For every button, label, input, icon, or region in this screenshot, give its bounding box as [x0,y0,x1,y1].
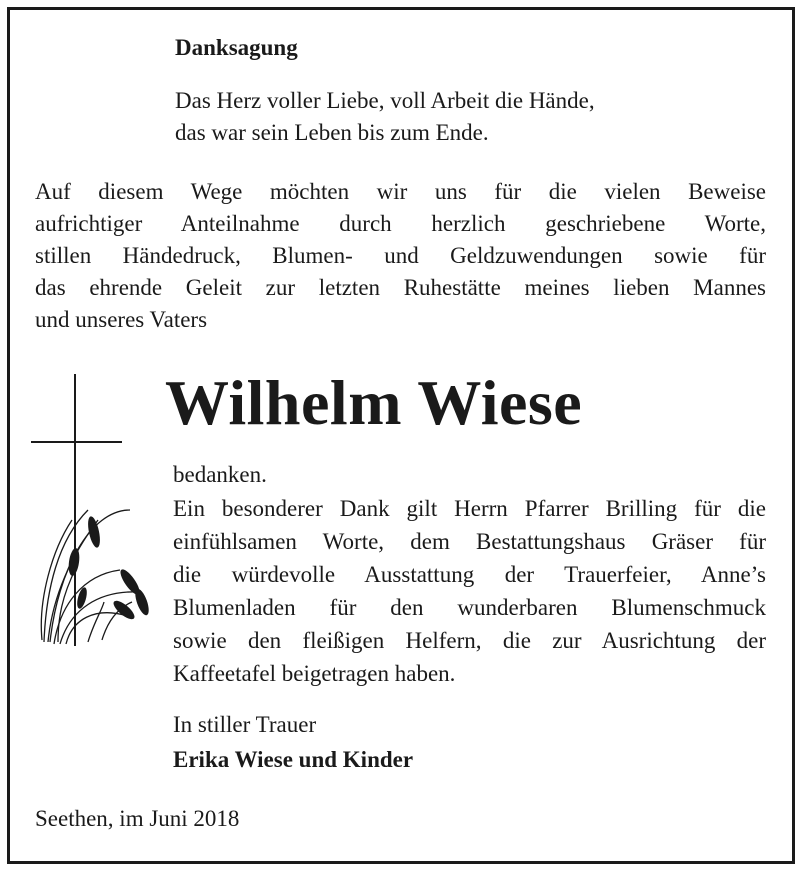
thanks-line-1: bedanken. [173,462,267,487]
thanks-line-7: Kaffeetafel beigetragen haben. [173,661,456,686]
signatories: Erika Wiese und Kinder [173,747,414,772]
heading: Danksagung [175,35,298,60]
thanks-line-3: einfühlsamen Worte, dem Bestattungshaus Gräser für [173,529,766,554]
poem-line-2: das war sein Leben bis zum Ende. [175,120,489,145]
intro-line-1: Auf diesem Wege möchten wir uns für die vielen Beweise [35,179,766,204]
intro-line-3: stillen Händedruck, Blumen- und Geldzuwendungen sowie für [35,243,766,268]
cross-with-grass-icon [28,370,158,650]
thanks-line-2: Ein besonderer Dank gilt Herrn Pfarrer Brilling für die [173,496,766,521]
place-date: Seethen, im Juni 2018 [35,806,240,831]
poem-line-1: Das Herz voller Liebe, voll Arbeit die Hände, [175,88,595,113]
intro-line-4: das ehrende Geleit zur letzten Ruhestätte meines lieben Mannes [35,275,766,300]
thanks-line-4: die würdevolle Ausstattung der Trauerfeier, Anne’s [173,562,766,587]
deceased-name: Wilhelm Wiese [165,367,583,438]
thanks-line-6: sowie den fleißigen Helfern, die zur Ausrichtung der [173,628,766,653]
intro-line-2: aufrichtiger Anteilnahme durch herzlich geschriebene Worte, [35,211,766,236]
mourning-phrase: In stiller Trauer [173,712,317,737]
intro-line-5: und unseres Vaters [35,307,208,332]
thanks-line-5: Blumenladen für den wunderbaren Blumenschmuck [173,595,766,620]
